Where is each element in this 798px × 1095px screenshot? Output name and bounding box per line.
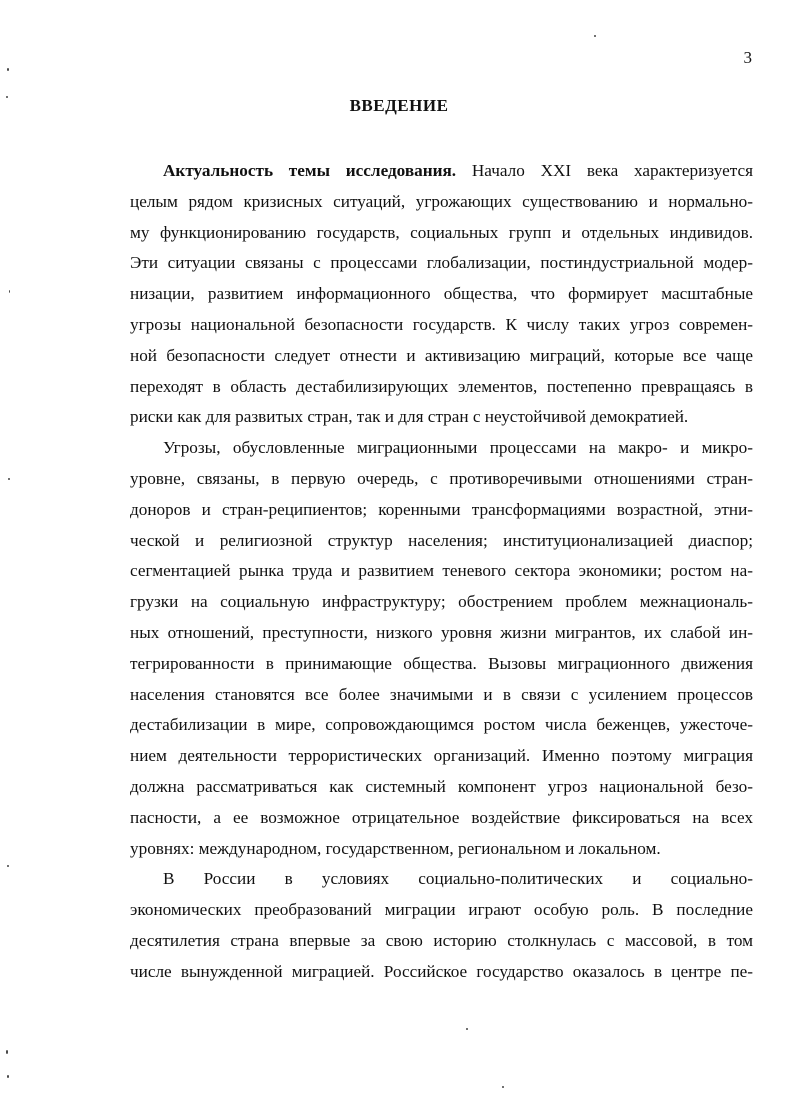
- paragraph-line: риски как для развитых стран, так и для стран с неустойчивой демократией.: [130, 407, 689, 427]
- section-heading: ВВЕДЕНИЕ: [349, 96, 449, 115]
- paragraph-line: Эти ситуации связаны с процессами глобализации, постиндустриальной модер-: [130, 253, 753, 273]
- paragraph-line: целым рядом кризисных ситуаций, угрожающих существованию и нормально-: [130, 191, 753, 211]
- paragraph-line: нием деятельности террористических организаций. Именно поэтому миграция: [130, 746, 753, 766]
- paragraph-lead: Актуальность темы исследования.: [163, 161, 457, 180]
- body-text: [130, 156, 753, 988]
- paragraph-line: низации, развитием информационного общества, что формирует масштабные: [130, 284, 753, 304]
- paragraph-text: Начало XXI века характеризуется: [456, 161, 753, 180]
- scan-speck: [6, 1050, 8, 1054]
- paragraph-line: уровне, связаны, в первую очередь, с противоречивыми отношениями стран-: [130, 468, 753, 488]
- paragraph-1-line-1: [130, 156, 753, 187]
- paragraph-line: пасности, а ее возможное отрицательное воздействие фиксироваться на всех: [130, 807, 753, 827]
- scan-speck: [9, 290, 10, 293]
- paragraph-line: населения становятся все более значимыми и в связи с усилением процессов: [130, 684, 753, 704]
- paragraph-line: экономических преобразований миграции играют особую роль. В последние: [130, 900, 753, 920]
- paragraph-line: грузки на социальную инфраструктуру; обострением проблем межнациональ-: [130, 592, 753, 612]
- paragraph-line: В России в условиях социально-политических и социально-: [163, 869, 753, 889]
- paragraph-line: переходят в область дестабилизирующих элементов, постепенно превращаясь в: [130, 376, 753, 396]
- paragraph-line: десятилетия страна впервые за свою историю столкнулась с массовой, в том: [130, 930, 753, 950]
- paragraph-line: числе вынужденной миграцией. Российское государство оказалось в центре пе-: [130, 961, 753, 981]
- paragraph-line: тегрированности в принимающие общества. Вызовы миграционного движения: [130, 653, 753, 673]
- scan-speck: [7, 865, 9, 867]
- scan-speck: [8, 478, 10, 480]
- scan-speck: [502, 1086, 504, 1088]
- paragraph-line: уровнях: международном, государственном, региональном и локальном.: [130, 838, 661, 858]
- paragraph-line: сегментацией рынка труда и развитием теневого сектора экономики; ростом на-: [130, 561, 753, 581]
- scan-speck: [466, 1028, 468, 1030]
- scan-speck: [594, 35, 596, 37]
- paragraph-line: ных отношений, преступности, низкого уровня жизни мигрантов, их слабой ин-: [130, 622, 753, 642]
- paragraph-line: доноров и стран-реципиентов; коренными трансформациями возрастной, этни-: [130, 499, 753, 519]
- paragraph-line: ческой и религиозной структур населения; институционализацией диаспор;: [130, 530, 753, 550]
- paragraph-line: Угрозы, обусловленные миграционными процессами на макро- и микро-: [163, 438, 753, 458]
- paragraph-line: дестабилизации в мире, сопровождающимся ростом числа беженцев, ужесточе-: [130, 715, 753, 735]
- paragraph-line: ной безопасности следует отнести и активизацию миграций, которые все чаще: [130, 345, 753, 365]
- page-number: 3: [743, 48, 752, 67]
- paragraph-line: должна рассматриваться как системный компонент угроз национальной безо-: [130, 776, 753, 796]
- scan-speck: [6, 96, 8, 98]
- paragraph-line: му функционированию государств, социальных групп и отдельных индивидов.: [130, 222, 753, 242]
- paragraph-line: угрозы национальной безопасности государств. К числу таких угроз современ-: [130, 314, 753, 334]
- scan-speck: [7, 1075, 9, 1078]
- scan-speck: [7, 68, 9, 71]
